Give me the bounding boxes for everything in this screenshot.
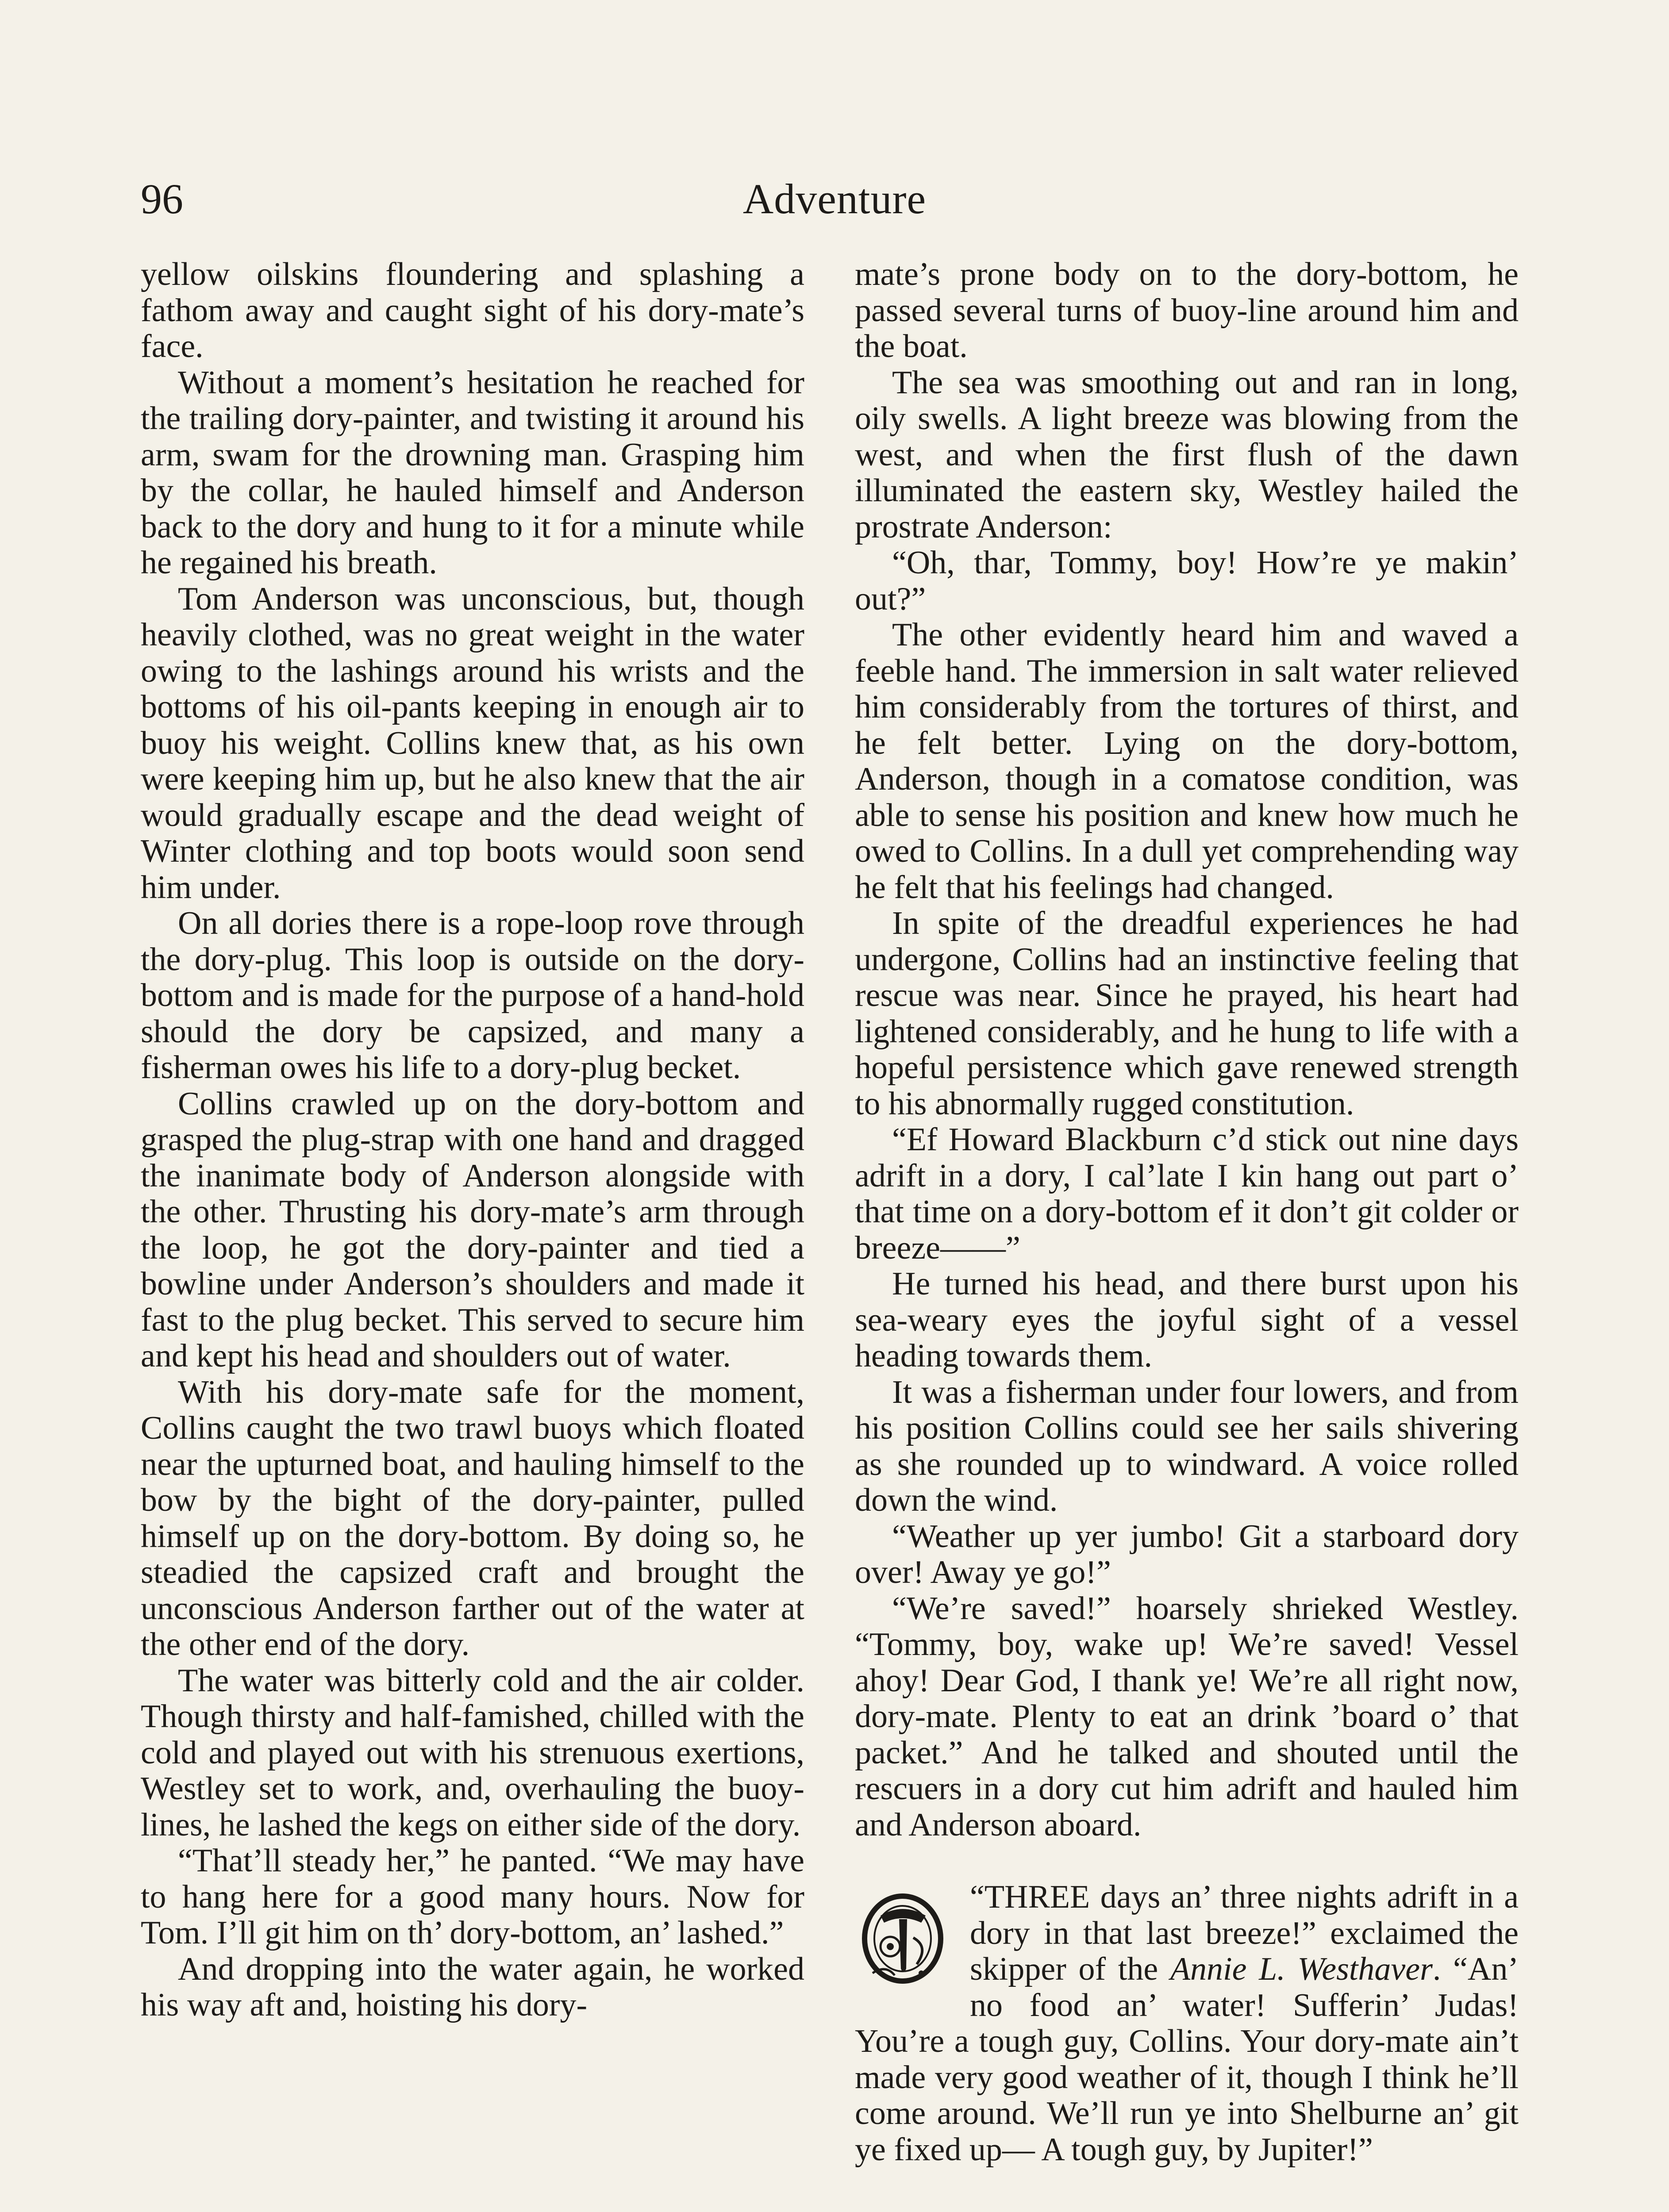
paragraph: He turned his head, and there burst upon his sea-weary eyes the joyful sight of a vessel heading towards them. — [855, 1266, 1519, 1374]
closing-paragraph — [855, 1879, 1519, 2168]
right-column-paragraphs — [855, 257, 1519, 1843]
paragraph: The other evidently heard him and waved a feeble hand. The immersion in salt water relieved him considerably from the tortures of thirst, and he felt better. Lying on the dory-bottom, Anderson, though in a comatose condition, was able to sense his position and knew how much he owed to Collins. In a dull yet comprehending way he felt that his feelings had changed. — [855, 617, 1519, 906]
paragraph: On all dories there is a rope-loop rove through the dory-plug. This loop is outside on the dory-bottom and is made for the purpose of a hand-hold should the dory be capsized, and many a fisherman owes his life to a dory-plug becket. — [141, 905, 804, 1086]
right-column — [855, 257, 1519, 2168]
page-header — [0, 168, 1669, 230]
vessel-name: Annie L. Westhaver — [1170, 1951, 1433, 1987]
paragraph: In spite of the dreadful experiences he had undergone, Collins had an instinctive feeling that rescue was near. Since he prayed, his heart had lightened considerably, and he hung to life with a hopeful persistence which gave renewed strength to his abnormally rugged constitution. — [855, 905, 1519, 1122]
paragraph: The sea was smoothing out and ran in long, oily swells. A light breeze was blowing from the west, and when the first flush of the dawn illuminated the eastern sky, Westley hailed the prostrate Anderson: — [855, 364, 1519, 545]
paragraph: “Weather up yer jumbo! Git a starboard dory over! Away ye go!” — [855, 1518, 1519, 1590]
paragraph: “We’re saved!” hoarsely shrieked Westley. “Tommy, boy, wake up! We’re saved! Vessel ahoy! Dear God, I thank ye! We’re all right now, dory-mate. Plenty to eat an drink ’board o’ that packet.” And he talked and shouted until the rescuers in a dory cut him adrift and hauled him and Anderson aboard. — [855, 1590, 1519, 1843]
closing-section — [855, 1879, 1519, 2168]
paragraph: mate’s prone body on to the dory-bottom, he passed several turns of buoy-line around him and the boat. — [855, 256, 1519, 365]
paragraph: yellow oilskins floundering and splashing a fathom away and caught sight of his dory-mate’s face. — [141, 256, 804, 365]
paragraph: Collins crawled up on the dory-bottom and grasped the plug-strap with one hand and dragged the inanimate body of Anderson alongside with the other. Thrusting his dory-mate’s arm through the loop, he got the dory-painter and tied a bowline under Anderson’s shoulders and made it fast to the plug becket. This served to secure him and kept his head and shoulders out of water. — [141, 1085, 804, 1374]
running-title: Adventure — [742, 175, 927, 223]
paragraph: With his dory-mate safe for the moment, Collins caught the two trawl buoys which floated near the upturned boat, and hauling himself to the bow by the bight of the dory-painter, pulled himself up on the dory-bottom. By doing so, he steadied the capsized craft and brought the unconscious Anderson farther out of the water at the other end of the dory. — [141, 1374, 804, 1663]
ornamental-drop-cap-icon — [855, 1885, 952, 1991]
left-column — [141, 257, 804, 2024]
paragraph: “Ef Howard Blackburn c’d stick out nine days adrift in a dory, I cal’late I kin hang out part o’ that time on a dory-bottom ef it don’t git colder or breeze——” — [855, 1121, 1519, 1266]
closing-text-end: . “An’ no food an’ water! Sufferin’ Judas! You’re a tough guy, Collins. Your dory-mate ain’t made very good weather of it, though I think he’ll come around. We’ll run ye into Shelburne an’ git ye fixed up— A tough guy, by Jupiter!” — [855, 1951, 1519, 2168]
paragraph: Tom Anderson was unconscious, but, though heavily clothed, was no great weight in the water owing to the lashings around his wrists and the bottoms of his oil-pants keeping in enough air to buoy his weight. Collins knew that, as his own were keeping him up, but he also knew that the air would gradually escape and the dead weight of Winter clothing and top boots would soon send him under. — [141, 580, 804, 906]
page-number: 96 — [141, 175, 183, 223]
paragraph: Without a moment’s hesitation he reached for the trailing dory-painter, and twisting it around his arm, swam for the drowning man. Grasping him by the collar, he hauled himself and Anderson back to the dory and hung to it for a minute while he regained his breath. — [141, 364, 804, 581]
paragraph: The water was bitterly cold and the air colder. Though thirsty and half-famished, chilled with the cold and played out with his strenuous exertions, Westley set to work, and, overhauling the buoy-lines, he lashed the kegs on either side of the dory. — [141, 1662, 804, 1843]
paragraph: “Oh, thar, Tommy, boy! How’re ye makin’ out?” — [855, 545, 1519, 617]
paragraph: “That’ll steady her,” he panted. “We may have to hang here for a good many hours. Now for Tom. I’ll git him on th’ dory-bottom, an’ lashed.” — [141, 1843, 804, 1951]
section-break — [855, 1843, 1519, 1879]
paragraph: And dropping into the water again, he worked his way aft and, hoisting his dory- — [141, 1951, 804, 2023]
paragraph: It was a fisherman under four lowers, and from his position Collins could see her sails shivering as she rounded up to windward. A voice rolled down the wind. — [855, 1374, 1519, 1518]
closing-text-start: “THREE days an’ three nights adrift in a dory in that last breeze!” exclaimed the skipper of the — [970, 1879, 1519, 1987]
